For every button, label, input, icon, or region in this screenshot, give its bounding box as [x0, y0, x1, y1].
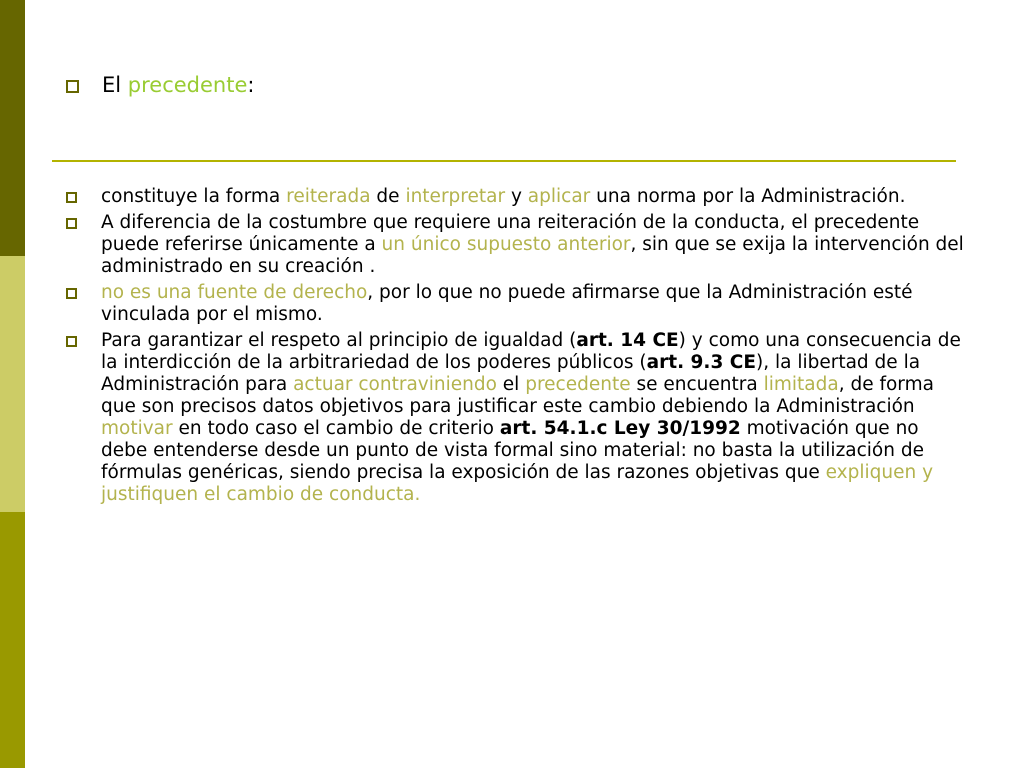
item-text: constituye la forma [101, 186, 287, 207]
item-bold: art. 9.3 CE [646, 352, 756, 373]
item-highlight: precedente [525, 374, 631, 395]
title-prefix: El [102, 73, 128, 97]
item-text: , por lo que no puede afirmarse que la Administración esté vinculada por el mismo. [101, 282, 913, 325]
left-stripe-top [0, 0, 25, 256]
item-highlight: no es una fuente de derecho [101, 282, 368, 303]
item-text: Para garantizar el respeto al principio de igualdad ( [101, 330, 577, 351]
item-highlight: un único supuesto anterior [381, 234, 631, 255]
list-item [66, 212, 966, 278]
left-stripe-middle [0, 256, 25, 512]
item-text: , de forma que son precisos datos objetivos para justificar este cambio debiendo la Administración [101, 374, 934, 417]
item-highlight: expliquen y justifiquen el cambio de conducta. [101, 462, 934, 505]
item-highlight: motivar [101, 418, 173, 439]
item-bold: art. 14 CE [576, 330, 679, 351]
square-bullet-icon [66, 336, 77, 347]
item-text: se encuentra [630, 374, 764, 395]
title-text [102, 72, 254, 98]
title-highlight: precedente [127, 73, 248, 97]
item-text: A diferencia de la costumbre que requiere una reiteración de la conducta, el precedente puede referirse únicamente a [101, 212, 920, 255]
title-suffix: : [247, 73, 255, 97]
title-divider [52, 160, 956, 162]
item-highlight: aplicar [527, 186, 591, 207]
item-text: motivación que no debe entenderse desde un punto de vista formal sino material: no basta la utilización de fórmulas genéricas, siendo precisa la exposición de las razones objetivas que [101, 418, 924, 483]
item-text: una norma por la Administración. [590, 186, 906, 207]
left-stripe-bottom [0, 512, 25, 768]
item-text: ), la libertad de la Administración para [101, 352, 921, 395]
square-bullet-icon [66, 218, 77, 229]
list-item [66, 282, 966, 326]
bullet-list [66, 186, 966, 510]
item-bold: art. 54.1.c Ley 30/1992 [499, 418, 741, 439]
item-text: ) y como una consecuencia de la interdicción de la arbitrariedad de los poderes públicos ( [101, 330, 961, 373]
item-highlight: limitada [763, 374, 839, 395]
item-highlight: actuar contraviniendo [293, 374, 497, 395]
list-item [66, 186, 966, 208]
item-text: , sin que se exija la intervención del administrado en su creación . [101, 234, 964, 277]
item-text: en todo caso el cambio de criterio [172, 418, 500, 439]
item-highlight: reiterada [286, 186, 371, 207]
square-bullet-icon [66, 80, 79, 93]
item-text: y [505, 186, 528, 207]
item-text: de [370, 186, 406, 207]
square-bullet-icon [66, 288, 77, 299]
list-item [66, 330, 966, 506]
item-text: el [496, 374, 526, 395]
item-highlight: interpretar [405, 186, 506, 207]
square-bullet-icon [66, 192, 77, 203]
